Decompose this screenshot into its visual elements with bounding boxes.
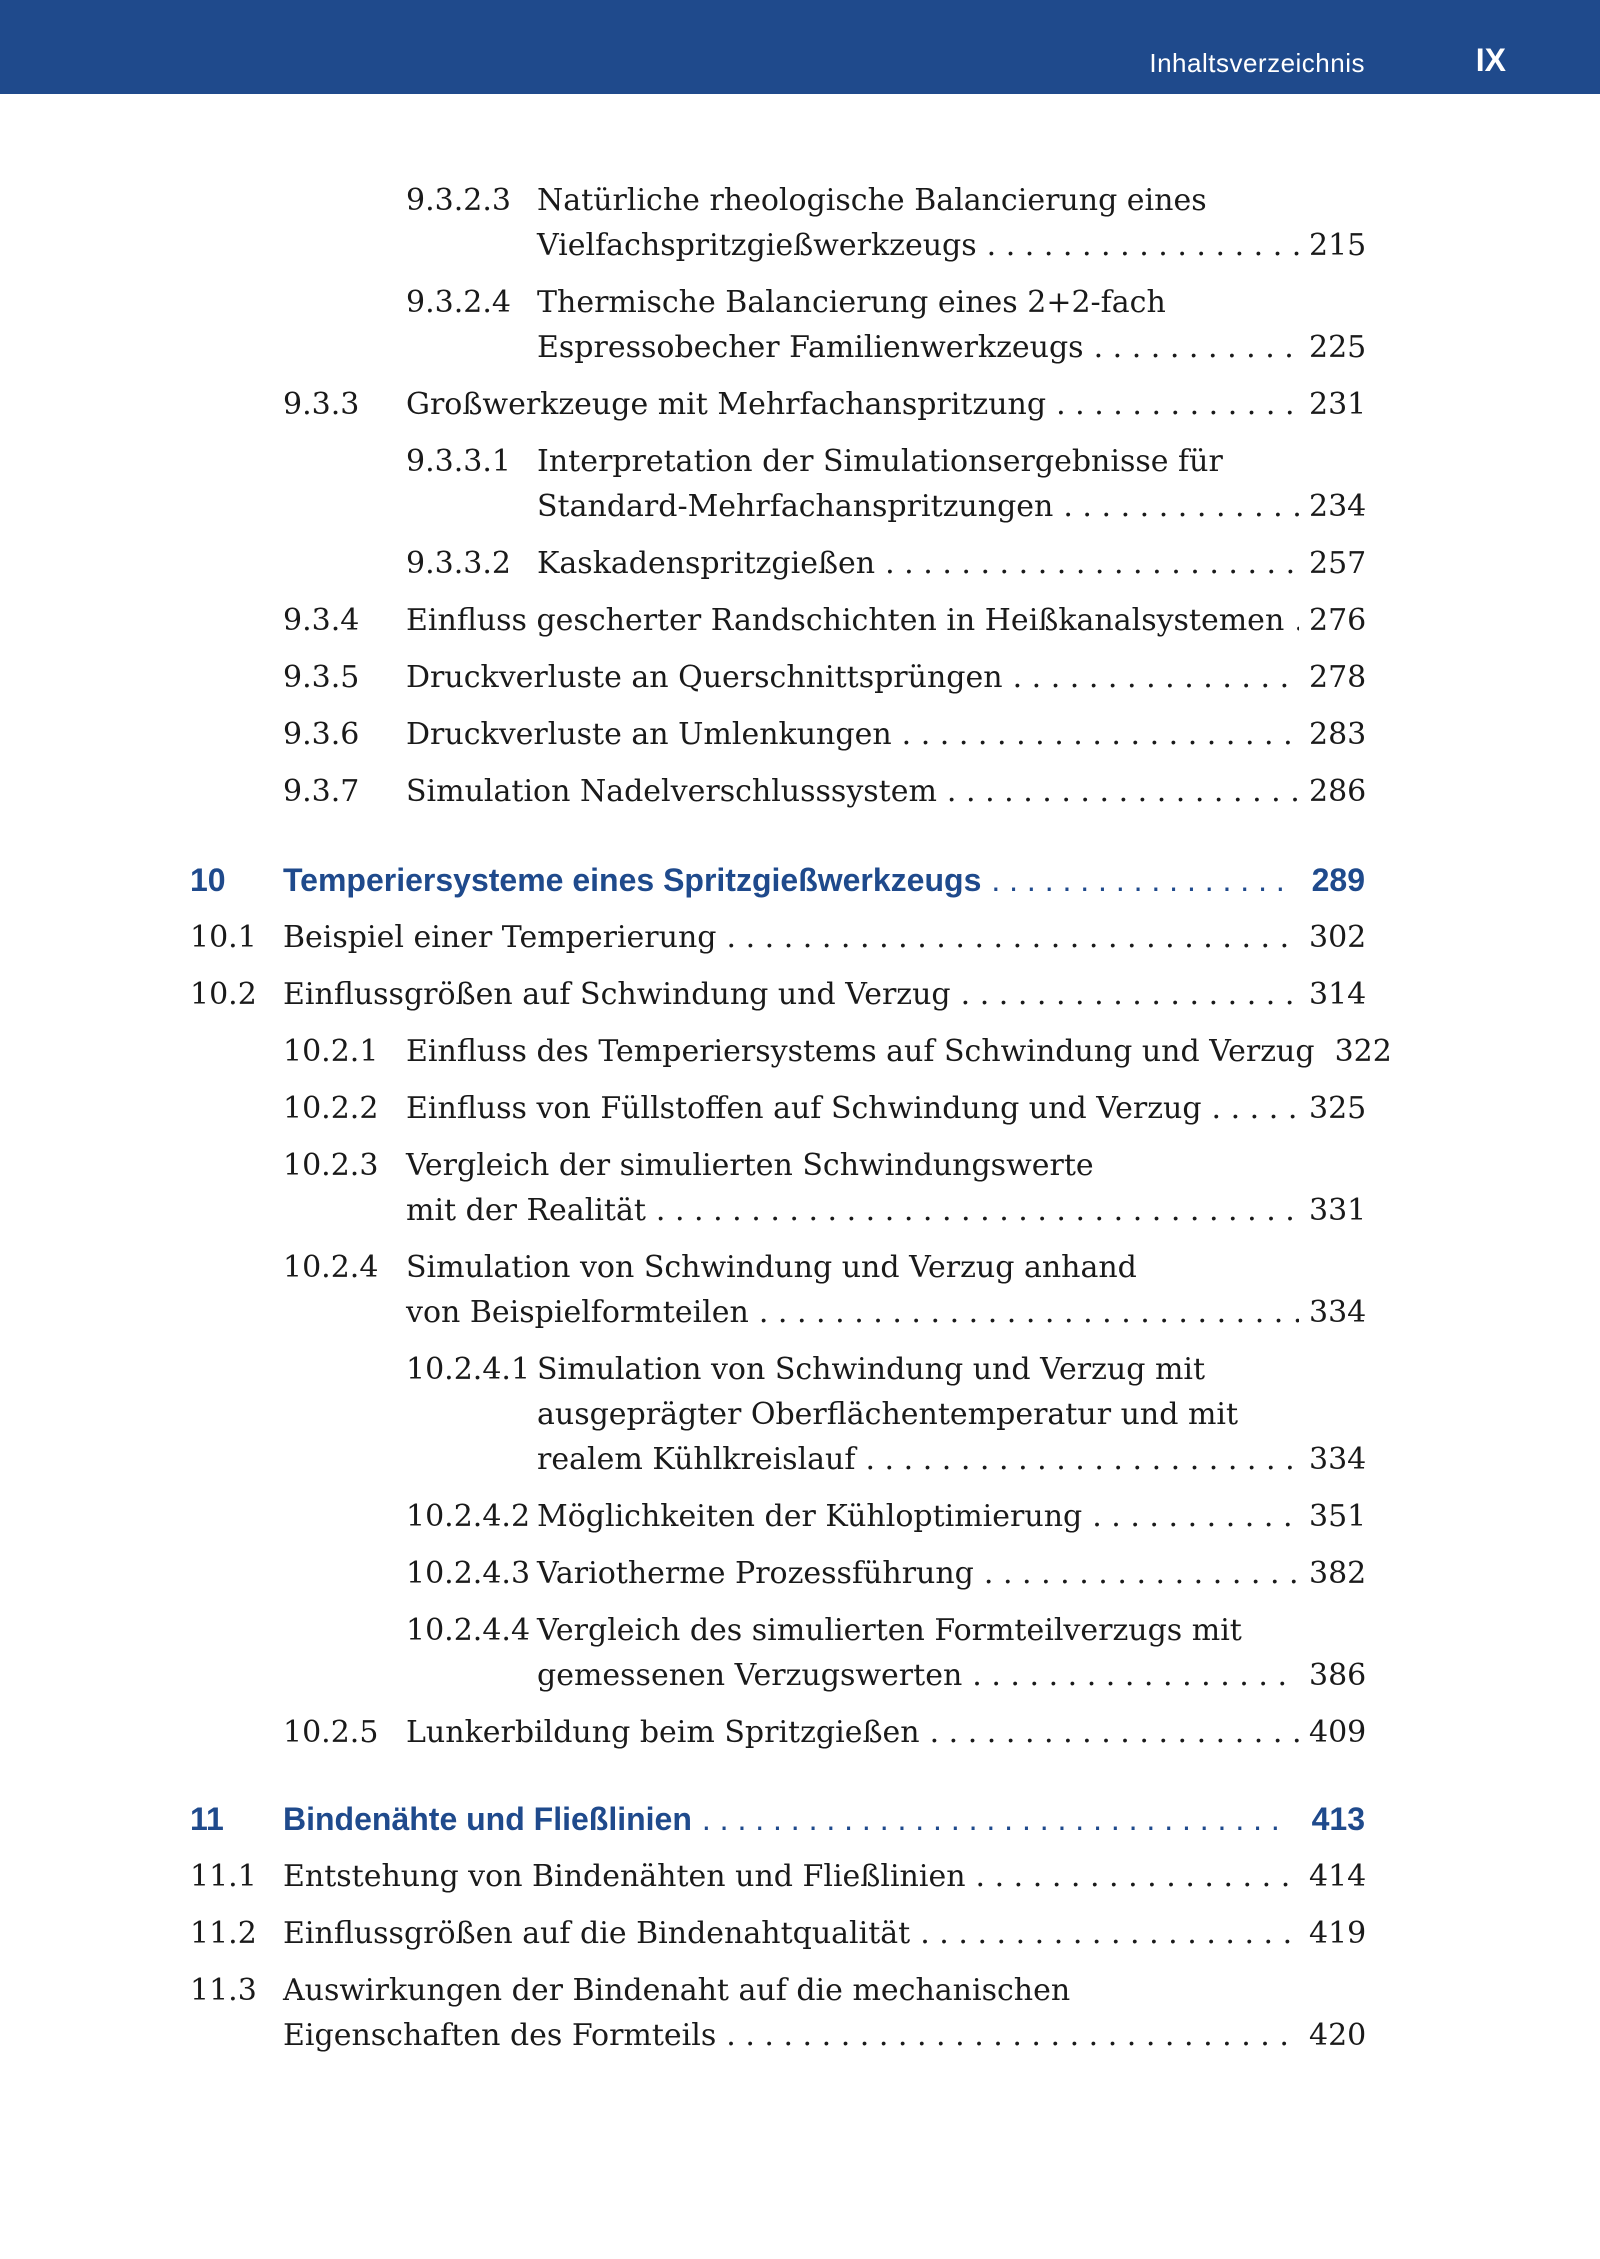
section-number: 9.3.7 — [283, 774, 360, 809]
section-number: 9.3.2.4 — [406, 285, 511, 320]
dot-leader — [865, 1437, 1299, 1482]
dot-leader — [1294, 598, 1299, 643]
page-ref: 413 — [1311, 1801, 1365, 1837]
page-ref: 215 — [1309, 228, 1367, 263]
section-number: 10.1 — [190, 920, 257, 955]
chapter-entry — [190, 1797, 1365, 1842]
section-number: 11.1 — [190, 1859, 257, 1894]
toc-entry — [283, 1086, 1365, 1131]
section-title: Großwerkzeuge mit Mehrfachanspritzung — [406, 387, 1047, 422]
page-ref: 414 — [1309, 1859, 1367, 1894]
section-number: 11.2 — [190, 1916, 257, 1951]
section-number: 10.2.1 — [283, 1034, 379, 1069]
toc-entry — [406, 541, 1365, 586]
page-ref: 351 — [1309, 1499, 1367, 1534]
dot-leader — [984, 1551, 1299, 1596]
section-number: 9.3.2.3 — [406, 183, 511, 218]
dot-leader — [759, 1290, 1299, 1335]
page-ref: 386 — [1309, 1658, 1367, 1693]
section-title: Einfluss des Temperiersystems auf Schwindung und Verzug — [406, 1034, 1315, 1069]
toc-entry — [190, 1911, 1365, 1956]
section-title: Interpretation der Simulationsergebnisse für — [537, 444, 1223, 479]
toc-entry — [406, 1494, 1365, 1539]
section-number: 10.2.5 — [283, 1715, 379, 1750]
dot-leader — [1092, 1494, 1299, 1539]
dot-leader — [1056, 382, 1299, 427]
page-ref: 234 — [1309, 489, 1367, 524]
section-title: Thermische Balancierung eines 2+2-fach — [537, 285, 1166, 320]
dot-leader — [947, 769, 1299, 814]
section-title: Simulation von Schwindung und Verzug anhand — [406, 1250, 1137, 1285]
page-number: IX — [1475, 42, 1506, 78]
page-ref: 257 — [1309, 546, 1367, 581]
section-number: 10.2.4.4 — [406, 1613, 531, 1648]
section-title: Simulation Nadelverschlusssystem — [406, 774, 937, 809]
section-title: Espressobecher Familienwerkzeugs — [537, 330, 1084, 365]
section-number: 10.2.4.2 — [406, 1499, 531, 1534]
toc-entry — [283, 382, 1365, 427]
page-ref: 334 — [1309, 1295, 1367, 1330]
toc-entry — [190, 1968, 1365, 2058]
section-title: Lunkerbildung beim Spritzgießen — [406, 1715, 920, 1750]
section-number: 11.3 — [190, 1973, 257, 2008]
section-title: Kaskadenspritzgießen — [537, 546, 876, 581]
toc-entry — [283, 1029, 1392, 1074]
page-ref: 278 — [1309, 660, 1367, 695]
dot-leader — [920, 1911, 1299, 1956]
section-title: Variotherme Prozessführung — [537, 1556, 974, 1591]
section-number: 9.3.3 — [283, 387, 360, 422]
toc-entry — [190, 1854, 1365, 1899]
section-title: Einfluss von Füllstoffen auf Schwindung und Verzug — [406, 1091, 1202, 1126]
section-number: 9.3.6 — [283, 717, 360, 752]
page-ref: 283 — [1309, 717, 1367, 752]
section-number: 10.2 — [190, 977, 257, 1012]
section-title: Auswirkungen der Bindenaht auf die mechanischen — [283, 1973, 1071, 2008]
dot-leader — [930, 1710, 1299, 1755]
page-ref: 420 — [1309, 2018, 1367, 2053]
section-title: Bindenähte und Fließlinien — [283, 1801, 692, 1837]
page-ref: 231 — [1309, 387, 1367, 422]
toc-entry — [406, 280, 1365, 370]
page-ref: 276 — [1309, 603, 1367, 638]
dot-leader — [976, 1854, 1299, 1899]
toc-entry — [283, 1143, 1365, 1233]
toc-entry — [283, 1710, 1365, 1755]
section-number: 9.3.5 — [283, 660, 360, 695]
section-title: Temperiersysteme eines Spritzgießwerkzeugs — [283, 862, 982, 898]
page-ref: 382 — [1309, 1556, 1367, 1591]
section-number: 10.2.3 — [283, 1148, 379, 1183]
section-title: Druckverluste an Querschnittsprüngen — [406, 660, 1003, 695]
section-title: Vielfachspritzgießwerkzeugs — [537, 228, 977, 263]
dot-leader — [972, 1653, 1299, 1698]
section-number: 10.2.4.3 — [406, 1556, 531, 1591]
section-number: 10 — [190, 862, 226, 898]
section-number: 9.3.3.1 — [406, 444, 511, 479]
dot-leader — [656, 1188, 1299, 1233]
section-title: Einfluss gescherter Randschichten in Heißkanalsystemen — [406, 603, 1285, 638]
toc-entry — [283, 712, 1365, 757]
section-title: Einflussgrößen auf die Bindenahtqualität — [283, 1916, 911, 1951]
section-number: 9.3.4 — [283, 603, 360, 638]
running-header-title: Inhaltsverzeichnis — [1149, 48, 1365, 78]
section-title: Eigenschaften des Formteils — [283, 2018, 717, 2053]
toc-entry — [190, 972, 1365, 1017]
toc-entry — [283, 655, 1365, 700]
toc-entry — [283, 598, 1365, 643]
section-title: Entstehung von Bindenähten und Fließlinien — [283, 1859, 966, 1894]
page-ref: 325 — [1309, 1091, 1367, 1126]
section-number: 10.2.4 — [283, 1250, 379, 1285]
section-title: gemessenen Verzugswerten — [537, 1658, 963, 1693]
toc-entry — [283, 769, 1365, 814]
dot-leader — [1094, 325, 1299, 370]
section-number: 11 — [190, 1801, 224, 1837]
section-title: von Beispielformteilen — [406, 1295, 749, 1330]
page-ref: 331 — [1309, 1193, 1367, 1228]
dot-leader — [1212, 1086, 1299, 1131]
dot-leader — [727, 915, 1300, 960]
toc-entry — [406, 1551, 1365, 1596]
dot-leader — [991, 858, 1287, 903]
section-number: 10.2.4.1 — [406, 1352, 531, 1387]
dot-leader — [987, 223, 1299, 268]
chapter-entry — [190, 858, 1365, 903]
dot-leader — [902, 712, 1299, 757]
page-ref: 322 — [1334, 1034, 1392, 1069]
page-ref: 302 — [1309, 920, 1367, 955]
dot-leader — [885, 541, 1299, 586]
toc-entry — [406, 1347, 1365, 1482]
section-title: Natürliche rheologische Balancierung eines — [537, 183, 1207, 218]
toc-entry — [190, 915, 1365, 960]
dot-leader — [961, 972, 1299, 1017]
section-title: mit der Realität — [406, 1193, 646, 1228]
page-ref: 286 — [1309, 774, 1367, 809]
page-ref: 334 — [1309, 1442, 1367, 1477]
page-ref: 314 — [1309, 977, 1367, 1012]
dot-leader — [1063, 484, 1299, 529]
section-number: 9.3.3.2 — [406, 546, 511, 581]
section-title: Standard-Mehrfachanspritzungen — [537, 489, 1054, 524]
toc-entry — [406, 439, 1365, 529]
toc-entry — [406, 178, 1365, 268]
dot-leader — [726, 2013, 1299, 2058]
section-title: Vergleich des simulierten Formteilverzugs mit — [537, 1613, 1242, 1648]
section-title: ausgeprägter Oberflächentemperatur und mit — [537, 1397, 1239, 1432]
section-number: 10.2.2 — [283, 1091, 379, 1126]
dot-leader — [1013, 655, 1299, 700]
dot-leader — [702, 1797, 1287, 1842]
section-title: Beispiel einer Temperierung — [283, 920, 717, 955]
page-ref: 225 — [1309, 330, 1367, 365]
toc-entry — [283, 1245, 1365, 1335]
page-ref: 289 — [1311, 862, 1365, 898]
page-ref: 419 — [1309, 1916, 1367, 1951]
section-title: Simulation von Schwindung und Verzug mit — [537, 1352, 1206, 1387]
section-title: realem Kühlkreislauf — [537, 1442, 856, 1477]
section-title: Einflussgrößen auf Schwindung und Verzug — [283, 977, 951, 1012]
section-title: Vergleich der simulierten Schwindungswerte — [406, 1148, 1094, 1183]
toc-entry — [406, 1608, 1365, 1698]
section-title: Druckverluste an Umlenkungen — [406, 717, 892, 752]
page-ref: 409 — [1309, 1715, 1367, 1750]
section-title: Möglichkeiten der Kühloptimierung — [537, 1499, 1083, 1534]
